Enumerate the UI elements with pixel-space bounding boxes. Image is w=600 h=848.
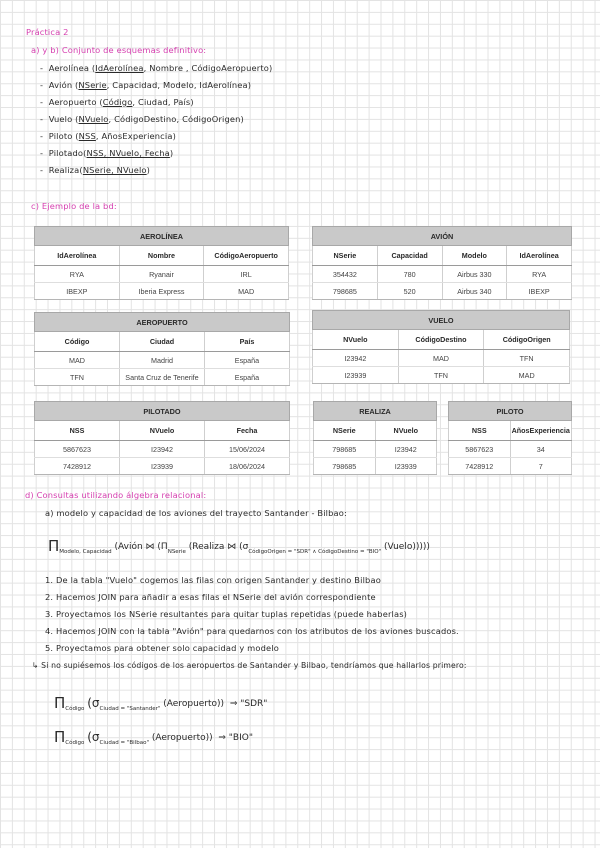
table-cell: TFN <box>35 369 120 386</box>
table-cell: I23942 <box>375 441 437 458</box>
section-c-heading: c) Ejemplo de la bd: <box>31 201 117 211</box>
table-cell: I23939 <box>120 458 205 475</box>
table-row <box>35 441 290 458</box>
table-row <box>449 441 572 458</box>
table-cell: I23942 <box>313 350 399 367</box>
column-header: AñosExperiencia <box>510 421 572 441</box>
relational-formula-bilbao: $\Pi_{Código}$ ($\sigma_{Ciudad = "Bilbao"}$ (Aeropuerto)) ⇒ "BIO" <box>54 728 253 746</box>
table-cell: 15/06/2024 <box>205 441 290 458</box>
table-pilotado <box>34 401 290 475</box>
table-cell: IRL <box>204 266 289 283</box>
table-row <box>314 441 437 458</box>
table-cell: 780 <box>377 266 442 283</box>
table-title: PILOTADO <box>35 402 290 421</box>
table-cell: MAD <box>35 352 120 369</box>
column-header: NSS <box>35 421 120 441</box>
table-cell: 5867623 <box>35 441 120 458</box>
table-title: AEROPUERTO <box>35 313 290 332</box>
table-cell: 520 <box>377 283 442 300</box>
note-line: ↳ Si no supiésemos los códigos de los aeropuertos de Santander y Bilbao, tendríamos que hallarlos primero: <box>32 661 467 670</box>
column-header: Capacidad <box>377 246 442 266</box>
table-cell: 7428912 <box>35 458 120 475</box>
column-header: CódigoOrigen <box>484 330 570 350</box>
table-cell: TFN <box>484 350 570 367</box>
section-ab-heading: a) y b) Conjunto de esquemas definitivo: <box>31 45 207 55</box>
column-header: IdAerolínea <box>35 246 120 266</box>
relational-formula-main: $\Pi_{Modelo, Capacidad}$ (Avión ⋈ ($\Pi_{NSerie}$ (Realiza ⋈ ($\sigma_{CódigoOrigen = "SDR" \wedge CódigoDestino = "BIO"}$ (Vuelo))))) <box>48 537 430 555</box>
table-row <box>313 367 570 384</box>
table-piloto <box>448 401 572 475</box>
table-cell: 354432 <box>313 266 378 283</box>
table-title: AEROLÍNEA <box>35 227 289 246</box>
table-title: PILOTO <box>449 402 572 421</box>
table-cell: RYA <box>507 266 572 283</box>
table-cell: España <box>205 369 290 386</box>
column-header: NVuelo <box>313 330 399 350</box>
schema-line: - Avión (NSerie, Capacidad, Modelo, IdAerolínea) <box>40 80 252 90</box>
projection-symbol: Π <box>48 537 60 555</box>
table-cell: MAD <box>398 350 484 367</box>
table-cell: Ryanair <box>119 266 204 283</box>
table-row <box>313 350 570 367</box>
list-item: 3. Proyectamos los NSerie resultantes para quitar tuplas repetidas (puede haberlas) <box>45 609 408 619</box>
table-cell: I23939 <box>313 367 399 384</box>
table-cell: Madrid <box>120 352 205 369</box>
page-title: Práctica 2 <box>26 27 69 37</box>
table-row <box>313 283 572 300</box>
table-cell: IBEXP <box>507 283 572 300</box>
table-cell: IBEXP <box>35 283 120 300</box>
column-header: IdAerolínea <box>507 246 572 266</box>
list-item: 5. Proyectamos para obtener solo capacidad y modelo <box>45 643 279 653</box>
implies-icon: ⇒ <box>218 733 226 743</box>
column-header: Nombre <box>119 246 204 266</box>
section-d-heading: d) Consultas utilizando álgebra relacional: <box>25 490 207 500</box>
table-row <box>313 266 572 283</box>
schema-line: - Realiza(NSerie, NVuelo) <box>40 165 151 175</box>
column-header: CódigoAeropuerto <box>204 246 289 266</box>
table-row <box>35 458 290 475</box>
table-cell: 34 <box>510 441 572 458</box>
table-cell: TFN <box>398 367 484 384</box>
table-cell: I23942 <box>120 441 205 458</box>
column-header: Código <box>35 332 120 352</box>
table-row <box>35 283 289 300</box>
table-vuelo <box>312 310 570 384</box>
table-title: VUELO <box>313 311 570 330</box>
column-header: Modelo <box>442 246 507 266</box>
table-title: AVIÓN <box>313 227 572 246</box>
table-cell: Santa Cruz de Tenerife <box>120 369 205 386</box>
table-cell: 798685 <box>314 458 376 475</box>
table-cell: 798685 <box>314 441 376 458</box>
schema-line: - Pilotado(NSS, NVuelo, Fecha) <box>40 148 174 158</box>
list-item: 4. Hacemos JOIN con la tabla "Avión" para quedarnos con los atributos de los aviones buscados. <box>45 626 459 636</box>
column-header: NVuelo <box>375 421 437 441</box>
table-row <box>35 266 289 283</box>
table-cell: 5867623 <box>449 441 511 458</box>
table-cell: Airbus 330 <box>442 266 507 283</box>
table-row <box>35 369 290 386</box>
table-aerolinea <box>34 226 289 300</box>
table-cell: MAD <box>484 367 570 384</box>
table-realiza <box>313 401 437 475</box>
schema-line: - Vuelo (NVuelo, CódigoDestino, CódigoOrigen) <box>40 114 244 124</box>
table-cell: Iberia Express <box>119 283 204 300</box>
column-header: CódigoDestino <box>398 330 484 350</box>
table-cell: 7 <box>510 458 572 475</box>
query-a-heading: a) modelo y capacidad de los aviones del trayecto Santander - Bilbao: <box>45 508 347 518</box>
table-avion <box>312 226 572 300</box>
table-row <box>314 458 437 475</box>
column-header: NSS <box>449 421 511 441</box>
table-row <box>35 352 290 369</box>
table-aeropuerto <box>34 312 290 386</box>
table-cell: 18/06/2024 <box>205 458 290 475</box>
table-cell: 7428912 <box>449 458 511 475</box>
schema-line: - Aerolínea (IdAerolínea, Nombre , CódigoAeropuerto) <box>40 63 273 73</box>
table-cell: Airbus 340 <box>442 283 507 300</box>
table-title: REALIZA <box>314 402 437 421</box>
table-cell: España <box>205 352 290 369</box>
relational-formula-santander: $\Pi_{Código}$ ($\sigma_{Ciudad = "Santander"}$ (Aeropuerto)) ⇒ "SDR" <box>54 694 268 712</box>
column-header: Ciudad <box>120 332 205 352</box>
list-item: 1. De la tabla "Vuelo" cogemos las filas con origen Santander y destino Bilbao <box>45 575 381 585</box>
table-cell: RYA <box>35 266 120 283</box>
schema-line: - Piloto (NSS, AñosExperiencia) <box>40 131 176 141</box>
table-cell: 798685 <box>313 283 378 300</box>
implies-icon: ⇒ <box>229 699 238 709</box>
column-header: Fecha <box>205 421 290 441</box>
column-header: NSerie <box>314 421 376 441</box>
list-item: 2. Hacemos JOIN para añadir a esas filas el NSerie del avión correspondiente <box>45 592 376 602</box>
table-cell: I23939 <box>375 458 437 475</box>
schema-line: - Aeropuerto (Código, Ciudad, País) <box>40 97 194 107</box>
column-header: NSerie <box>313 246 378 266</box>
table-row <box>449 458 572 475</box>
column-header: NVuelo <box>120 421 205 441</box>
table-cell: MAD <box>204 283 289 300</box>
column-header: País <box>205 332 290 352</box>
